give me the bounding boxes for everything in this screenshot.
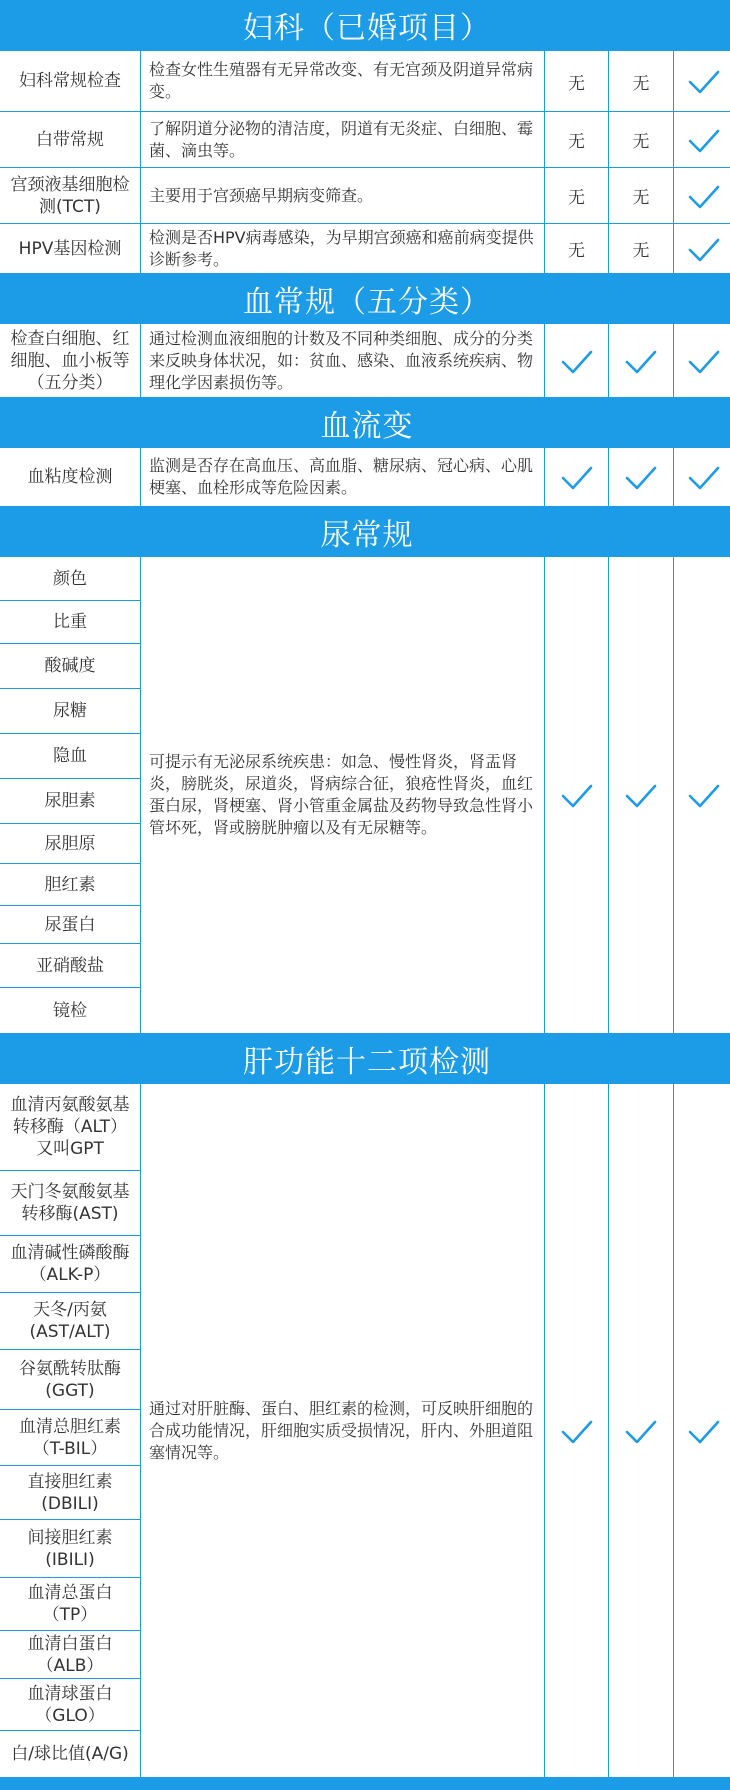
- section-title-urine-routine: 尿常规: [0, 507, 730, 556]
- check-icon: [623, 1413, 659, 1449]
- package-3-mark: [674, 324, 730, 397]
- urine-item: 尿蛋白: [0, 906, 140, 943]
- liver-item: 直接胆红素(DBILI): [0, 1466, 140, 1519]
- package-2-mark: [609, 1084, 673, 1777]
- liver-item: 间接胆红素(IBILI): [0, 1520, 140, 1577]
- urine-item: 尿胆素: [0, 779, 140, 823]
- check-icon: [686, 343, 722, 379]
- liver-item: 血清总蛋白（TP）: [0, 1578, 140, 1630]
- item-description: 主要用于宫颈癌早期病变筛查。: [141, 168, 544, 223]
- package-2-mark: [609, 557, 673, 1033]
- liver-item: 血清碱性磷酸酶（ALK-P）: [0, 1236, 140, 1292]
- package-1-mark: [545, 324, 608, 397]
- urine-item: 隐血: [0, 734, 140, 778]
- check-icon: [559, 343, 595, 379]
- check-icon: [559, 459, 595, 495]
- package-3-mark: [674, 557, 730, 1033]
- package-3-mark: [674, 112, 730, 167]
- check-icon: [686, 1413, 722, 1449]
- package-3-mark: [674, 168, 730, 223]
- liver-item: 血清丙氨酸氨基转移酶（ALT）又叫GPT: [0, 1084, 140, 1170]
- check-icon: [623, 343, 659, 379]
- item-name: 检查白细胞、红细胞、血小板等（五分类）: [0, 324, 140, 397]
- item-description: 检查女性生殖器有无异常改变、有无宫颈及阴道异常病变。: [141, 51, 544, 111]
- liver-item: 谷氨酰转肽酶(GGT): [0, 1350, 140, 1409]
- item-name: 血粘度检测: [0, 448, 140, 506]
- package-2-mark: [609, 448, 673, 506]
- liver-item: 天冬/丙氨(AST/ALT): [0, 1293, 140, 1349]
- check-icon: [686, 777, 722, 813]
- package-1-mark: [545, 1084, 608, 1777]
- urine-item: 尿糖: [0, 689, 140, 733]
- item-description: 监测是否存在高血压、高血脂、糖尿病、冠心病、心肌梗塞、血栓形成等危险因素。: [141, 448, 544, 506]
- check-icon: [686, 63, 722, 99]
- check-icon: [559, 777, 595, 813]
- package-3-mark: [674, 51, 730, 111]
- section-title-gynecology: 妇科（已婚项目）: [0, 0, 730, 50]
- section-title-liver-function: 肝功能十二项检测: [0, 1034, 730, 1083]
- package-2-mark: 无: [609, 168, 673, 223]
- liver-description: 通过对肝脏酶、蛋白、胆红素的检测，可反映肝细胞的合成功能情况，肝细胞实质受损情况，肝内、外胆道阻塞情况等。: [141, 1084, 544, 1777]
- item-name: 妇科常规检查: [0, 51, 140, 111]
- package-2-mark: 无: [609, 224, 673, 273]
- check-icon: [686, 122, 722, 158]
- package-1-mark: 无: [545, 168, 608, 223]
- package-3-mark: [674, 224, 730, 273]
- urine-item: 酸碱度: [0, 644, 140, 688]
- check-icon: [686, 459, 722, 495]
- item-description: 通过检测血液细胞的计数及不同种类细胞、成分的分类来反映身体状况，如：贫血、感染、血液系统疾病、物理化学因素损伤等。: [141, 324, 544, 397]
- package-2-mark: 无: [609, 51, 673, 111]
- package-1-mark: 无: [545, 112, 608, 167]
- urine-item: 亚硝酸盐: [0, 944, 140, 987]
- urine-item: 比重: [0, 601, 140, 643]
- item-name: HPV基因检测: [0, 224, 140, 273]
- liver-item: 天门冬氨酸氨基转移酶(AST): [0, 1171, 140, 1235]
- package-3-mark: [674, 448, 730, 506]
- urine-item: 颜色: [0, 557, 140, 600]
- urine-item: 尿胆原: [0, 824, 140, 863]
- urine-item: 镜检: [0, 988, 140, 1033]
- package-1-mark: 无: [545, 224, 608, 273]
- item-name: 白带常规: [0, 112, 140, 167]
- package-3-mark: [674, 1084, 730, 1777]
- check-icon: [686, 231, 722, 267]
- liver-item: 血清球蛋白（GLO）: [0, 1679, 140, 1730]
- liver-item: 白/球比值(A/G): [0, 1731, 140, 1777]
- check-icon: [686, 178, 722, 214]
- check-icon: [559, 1413, 595, 1449]
- check-icon: [623, 459, 659, 495]
- section-title-blood-routine: 血常规（五分类）: [0, 274, 730, 323]
- package-2-mark: 无: [609, 112, 673, 167]
- item-name: 宫颈液基细胞检测(TCT): [0, 168, 140, 223]
- urine-item: 胆红素: [0, 864, 140, 905]
- package-1-mark: 无: [545, 51, 608, 111]
- package-1-mark: [545, 557, 608, 1033]
- package-1-mark: [545, 448, 608, 506]
- liver-item: 血清白蛋白（ALB）: [0, 1631, 140, 1678]
- item-description: 了解阴道分泌物的清洁度，阴道有无炎症、白细胞、霉菌、滴虫等。: [141, 112, 544, 167]
- package-2-mark: [609, 324, 673, 397]
- urine-description: 可提示有无泌尿系统疾患：如急、慢性肾炎，肾盂肾炎，膀胱炎，尿道炎，肾病综合征，狼疮性肾炎，血红蛋白尿，肾梗塞、肾小管重金属盐及药物导致急性肾小管坏死，肾或膀胱肿瘤以及有无尿糖等。: [141, 557, 544, 1033]
- section-title-blood-rheology: 血流变: [0, 398, 730, 447]
- liver-item: 血清总胆红素（T-BIL）: [0, 1410, 140, 1465]
- item-description: 检测是否HPV病毒感染，为早期宫颈癌和癌前病变提供诊断参考。: [141, 224, 544, 273]
- check-icon: [623, 777, 659, 813]
